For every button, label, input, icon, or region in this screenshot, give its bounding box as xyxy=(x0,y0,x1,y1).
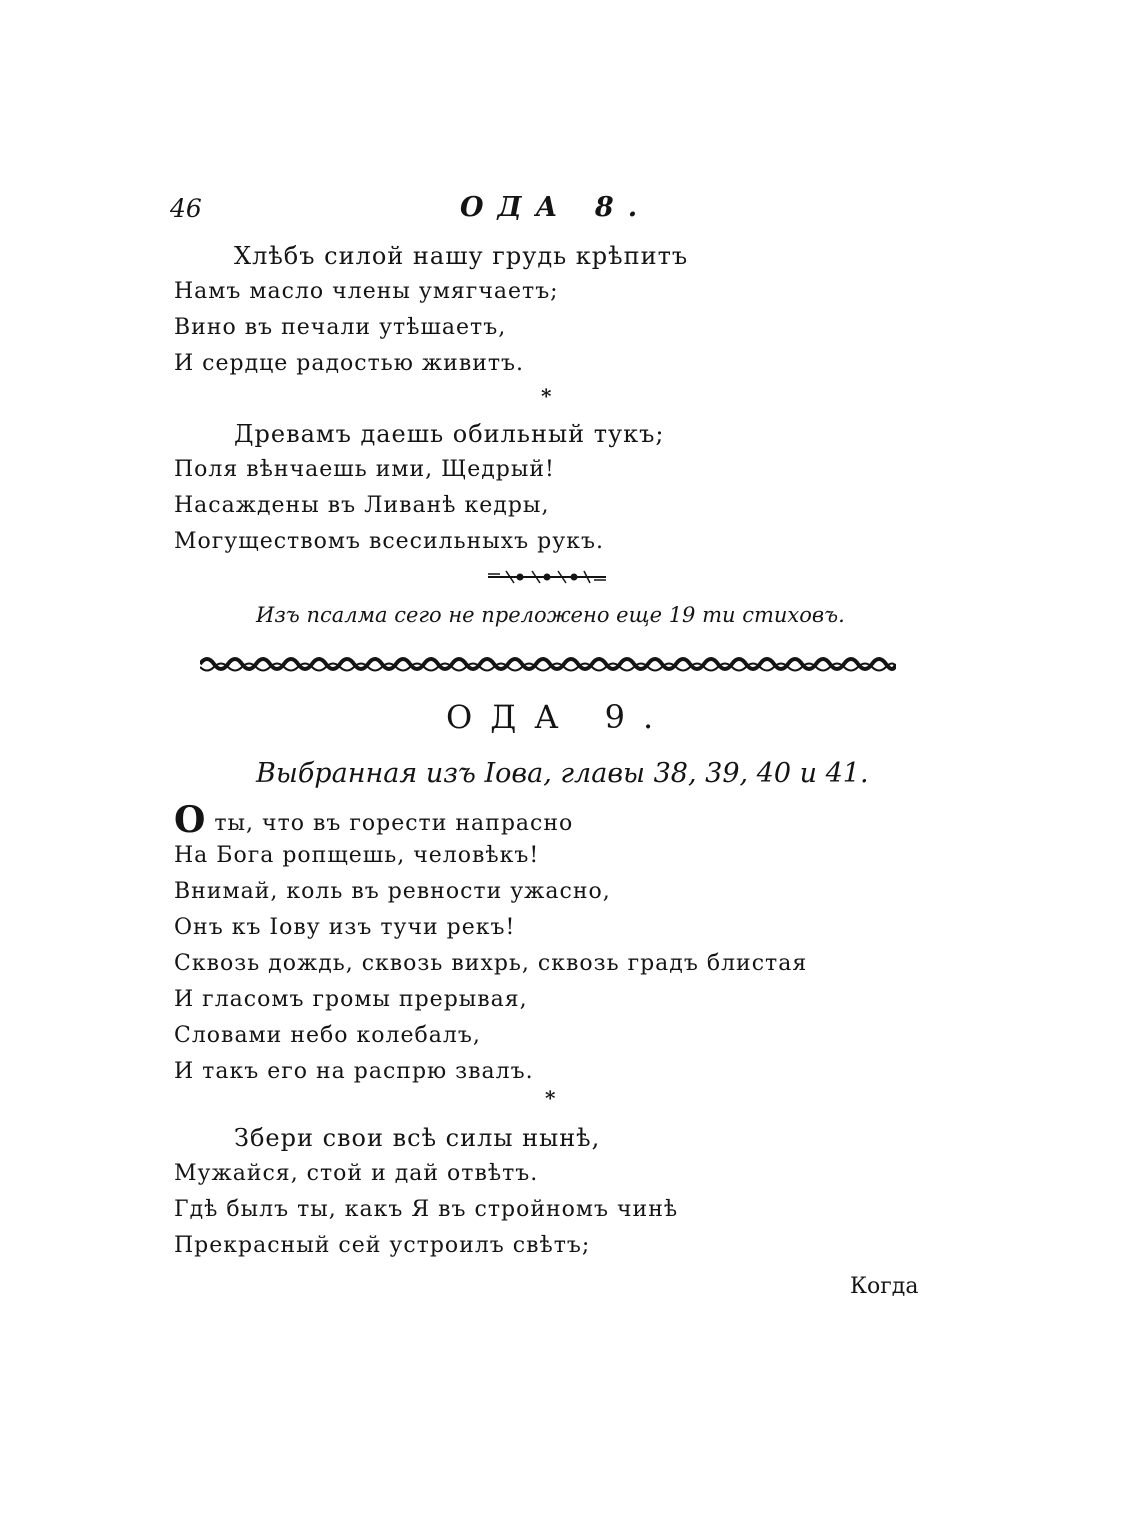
verse-line: Онъ къ Іову изъ тучи рекъ! xyxy=(174,915,516,940)
verse-line: Насаждены въ Ливанѣ кедры, xyxy=(174,493,550,518)
drop-cap: О xyxy=(174,799,207,841)
verse-line: Намъ масло члены умягчаетъ; xyxy=(174,279,559,304)
page-header xyxy=(170,194,890,228)
verse-line: Гдѣ былъ ты, какъ Я въ стройномъ чинѣ xyxy=(174,1197,679,1222)
ode-subtitle: Выбранная изъ Іова, главы 38, 39, 40 и 41. xyxy=(256,758,869,789)
verse-line: Сквозь дождь, сквозь вихрь, сквозь градъ блистая xyxy=(174,951,808,976)
verse-line: И гласомъ громы прерывая, xyxy=(174,987,528,1012)
verse-line: Збери свои всѣ силы нынѣ, xyxy=(234,1124,601,1152)
verse-line: На Бога ропщешь, человѣкъ! xyxy=(174,843,540,868)
stanza-3 xyxy=(174,799,934,1090)
verse-line: Поля вѣнчаешь ими, Щедрый! xyxy=(174,457,555,482)
verse-line: Хлѣбъ силой нашу грудь крѣпитъ xyxy=(234,242,689,270)
verse-line: Могуществомъ всесильныхъ рукъ. xyxy=(174,529,604,554)
first-line-text: ты, что въ горести напрасно xyxy=(214,811,574,836)
end-ornament-icon xyxy=(486,568,608,586)
stanza-separator-asterisk: * xyxy=(545,1086,556,1110)
verse-line: И сердце радостью живитъ. xyxy=(174,351,525,376)
psalm-note: Изъ псалма сего не преложено еще 19 ти стиховъ. xyxy=(256,603,845,627)
stanza-separator-asterisk: * xyxy=(541,384,552,408)
verse-line: Вино въ печали утѣшаетъ, xyxy=(174,315,507,340)
stanza-2 xyxy=(174,416,934,560)
ornamental-divider-icon xyxy=(200,654,896,674)
verse-line: Мужайся, стой и дай отвѣтъ. xyxy=(174,1161,539,1186)
verse-line: И такъ его на распрю звалъ. xyxy=(174,1059,534,1084)
ode-title: ОДА 9. xyxy=(446,698,672,736)
page-number: 46 xyxy=(170,194,202,223)
verse-line: Внимай, коль въ ревности ужасно, xyxy=(174,879,611,904)
catchword: Когда xyxy=(850,1274,919,1299)
verse-line: Древамъ даешь обильный тукъ; xyxy=(234,420,665,448)
running-title: ОДА 8. xyxy=(460,192,652,223)
stanza-4 xyxy=(174,1120,934,1264)
verse-line: Словами небо колебалъ, xyxy=(174,1023,481,1048)
verse-line xyxy=(174,799,934,841)
verse-line: Прекрасный сей устроилъ свѣтъ; xyxy=(174,1233,591,1258)
stanza-1 xyxy=(174,238,934,382)
